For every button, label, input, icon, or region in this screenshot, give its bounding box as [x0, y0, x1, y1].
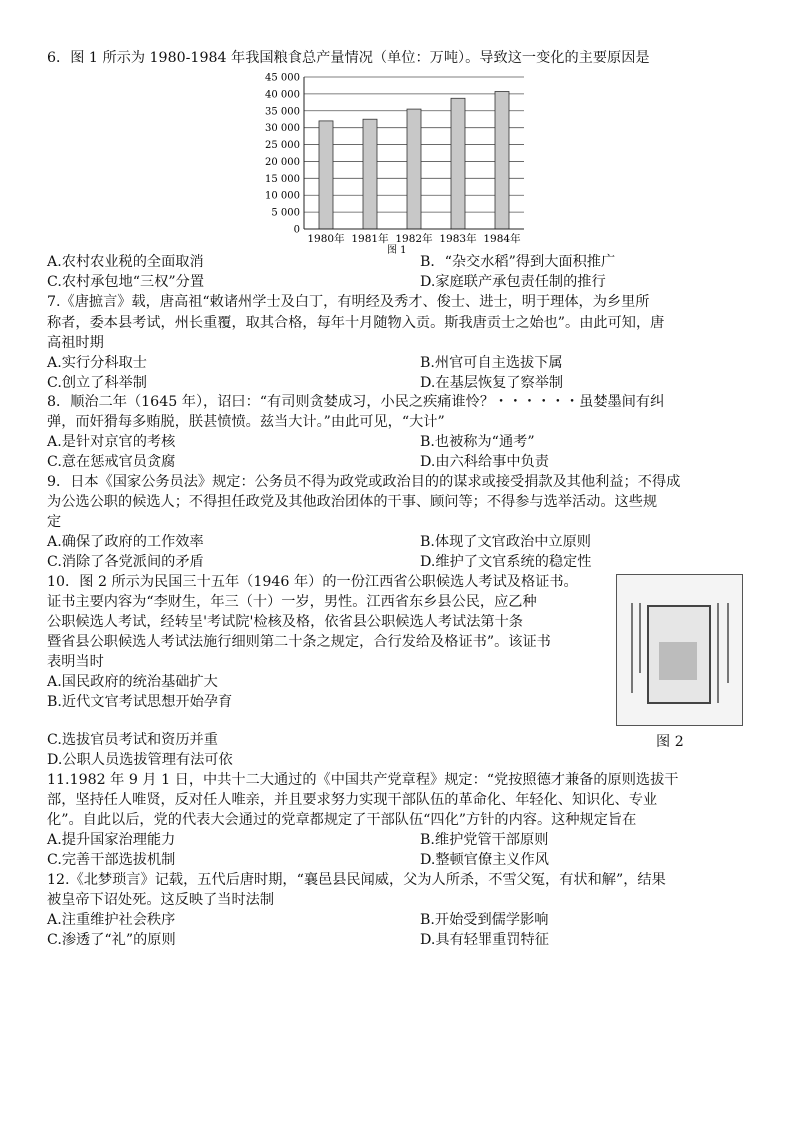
chart-x-tick-label: 1983年	[439, 233, 477, 245]
q7-option-a: A.实行分科取士	[47, 355, 147, 371]
certificate-photo	[616, 574, 743, 726]
q8-option-b: B.也被称为“通考”	[420, 434, 535, 450]
q9-line-3: 定	[47, 514, 62, 530]
q11-option-b: B.维护党管干部原则	[420, 832, 549, 848]
q7-option-b: B.州官可自主选拔下属	[420, 355, 563, 371]
grain-output-bar-chart	[259, 72, 529, 254]
q12-option-b: B.开始受到儒学影响	[420, 912, 549, 928]
q9-line-2: 为公选公职的候选人；不得担任政党及其他政治团体的干事、顾问等；不得参与选举活动。这些规	[47, 494, 658, 510]
q7-line-2: 称者，委本县考试，州长重覆，取其合格，每年十月随物入贡。斯我唐贡士之始也”。由此可知，唐	[47, 315, 665, 331]
chart-bars	[319, 92, 509, 229]
q9-option-b: B.体现了文官政治中立原则	[420, 534, 591, 550]
chart-y-tick-label: 35 000	[265, 106, 300, 118]
q9-line-1: 9．日本《国家公务员法》规定：公务员不得为政党或政治目的的谋求或接受捐款及其他利益；不得成	[47, 474, 681, 490]
certificate-text-column	[639, 603, 641, 673]
q10-line-2: 证书主要内容为“李财生，年三（十）一岁，男性。江西省东乡县公民，应乙种	[47, 594, 537, 610]
certificate-text-column	[717, 603, 719, 703]
q9-option-c: C.消除了各党派间的矛盾	[47, 554, 204, 570]
q8-option-a: A.是针对京官的考核	[47, 434, 176, 450]
q11-line-3: 化”。自此以后，党的代表大会通过的党章都规定了干部队伍“四化”方针的内容。这种规定旨在	[47, 812, 637, 828]
chart-y-tick-label: 0	[293, 224, 300, 236]
certificate-stamp	[659, 642, 697, 680]
q9-option-a: A.确保了政府的工作效率	[47, 534, 204, 550]
chart-y-tick-label: 5 000	[271, 207, 300, 219]
q10-line-4: 暨省县公职候选人考试法施行细则第二十条之规定，合行发给及格证书”。该证书	[47, 634, 551, 650]
q8-option-c: C.意在惩戒官员贪腐	[47, 454, 176, 470]
chart-bar	[495, 92, 509, 229]
q7-line-3: 高祖时期	[47, 335, 104, 351]
chart-y-tick-label: 30 000	[265, 123, 300, 135]
q10-option-a: A.国民政府的统治基础扩大	[47, 674, 218, 690]
q8-line-1: 8．顺治二年（1645 年），诏曰：“有司则贪婪成习，小民之疾痛谁怜？・・・・・・虽婪墨间有纠	[47, 394, 665, 410]
chart-y-tick-labels	[265, 73, 300, 236]
chart-x-tick-label: 1982年	[395, 233, 433, 245]
figure-2-caption: 图 2	[656, 734, 684, 750]
q8-option-d: D.由六科给事中负责	[420, 454, 549, 470]
q10-line-1: 10．图 2 所示为民国三十五年（1946 年）的一份江西省公职候选人考试及格证书。	[47, 574, 578, 590]
q10-option-d: D.公职人员选拔管理有法可依	[47, 752, 233, 768]
certificate-text-column	[631, 603, 633, 693]
q9-option-d: D.维护了文官系统的稳定性	[420, 554, 592, 570]
certificate-text-column	[727, 603, 729, 683]
q12-option-a: A.注重维护社会秩序	[47, 912, 176, 928]
chart-bar	[407, 109, 421, 229]
q8-line-2: 弹，而奸猾每多贿脱，朕甚愤愤。兹当大计。”由此可见，“大计”	[47, 414, 445, 430]
chart-bar	[363, 119, 377, 229]
q10-line-3: 公职候选人考试，经转呈'考试院'检核及格，依省县公职候选人考试法第十条	[47, 614, 523, 630]
q12-option-c: C.渗透了“礼”的原则	[47, 932, 176, 948]
chart-y-tick-label: 10 000	[265, 190, 300, 202]
chart-y-tick-label: 45 000	[265, 72, 300, 84]
q7-option-c: C.创立了科举制	[47, 375, 147, 391]
chart-y-tick-label: 25 000	[265, 140, 300, 152]
chart-x-tick-label: 1984年	[483, 233, 521, 245]
chart-caption: 图 1	[387, 245, 407, 254]
q11-line-2: 部，坚持任人唯贤，反对任人唯亲，并且要求努力实现干部队伍的革命化、年轻化、知识化、专业	[47, 792, 658, 808]
q12-line-2: 被皇帝下诏处死。这反映了当时法制	[47, 892, 275, 908]
chart-bar	[451, 98, 465, 229]
q6-option-d: D.家庭联产承包责任制的推行	[420, 274, 606, 290]
q10-option-b: B.近代文官考试思想开始孕育	[47, 694, 233, 710]
q12-option-d: D.具有轻罪重罚特征	[420, 932, 549, 948]
q6-option-b: B．“杂交水稻”得到大面积推广	[420, 254, 616, 270]
q6-stem: 6．图 1 所示为 1980-1984 年我国粮食总产量情况（单位：万吨）。导致这一变化的主要原因是	[47, 50, 650, 66]
q10-option-c: C.选拔官员考试和资历并重	[47, 732, 218, 748]
q6-option-a: A.农村农业税的全面取消	[47, 254, 204, 270]
q7-option-d: D.在基层恢复了察举制	[420, 375, 564, 391]
q11-option-a: A.提升国家治理能力	[47, 832, 176, 848]
q6-option-c: C.农村承包地“三权”分置	[47, 274, 205, 290]
chart-x-tick-label: 1981年	[351, 233, 389, 245]
chart-x-tick-label: 1980年	[307, 233, 345, 245]
q11-option-c: C.完善干部选拔机制	[47, 852, 176, 868]
certificate-frame	[647, 605, 711, 704]
q10-line-5: 表明当时	[47, 654, 104, 670]
q11-option-d: D.整顿官僚主义作风	[420, 852, 549, 868]
chart-y-tick-label: 20 000	[265, 156, 300, 168]
chart-bar	[319, 121, 333, 229]
q11-line-1: 11.1982 年 9 月 1 日，中共十二大通过的《中国共产党章程》规定：“党按照德才兼备的原则选拔干	[47, 772, 679, 788]
q12-line-1: 12.《北梦琐言》记载，五代后唐时期，“襄邑县民闻威，父为人所杀，不雪父冤，有状和解”，结果	[47, 872, 666, 888]
q7-line-1: 7.《唐摭言》载，唐高祖“敕诸州学士及白丁，有明经及秀才、俊士、进士，明于理体，为乡里所	[47, 294, 650, 310]
chart-x-tick-labels	[307, 232, 521, 245]
chart-y-tick-label: 15 000	[265, 173, 300, 185]
chart-y-tick-label: 40 000	[265, 89, 300, 101]
